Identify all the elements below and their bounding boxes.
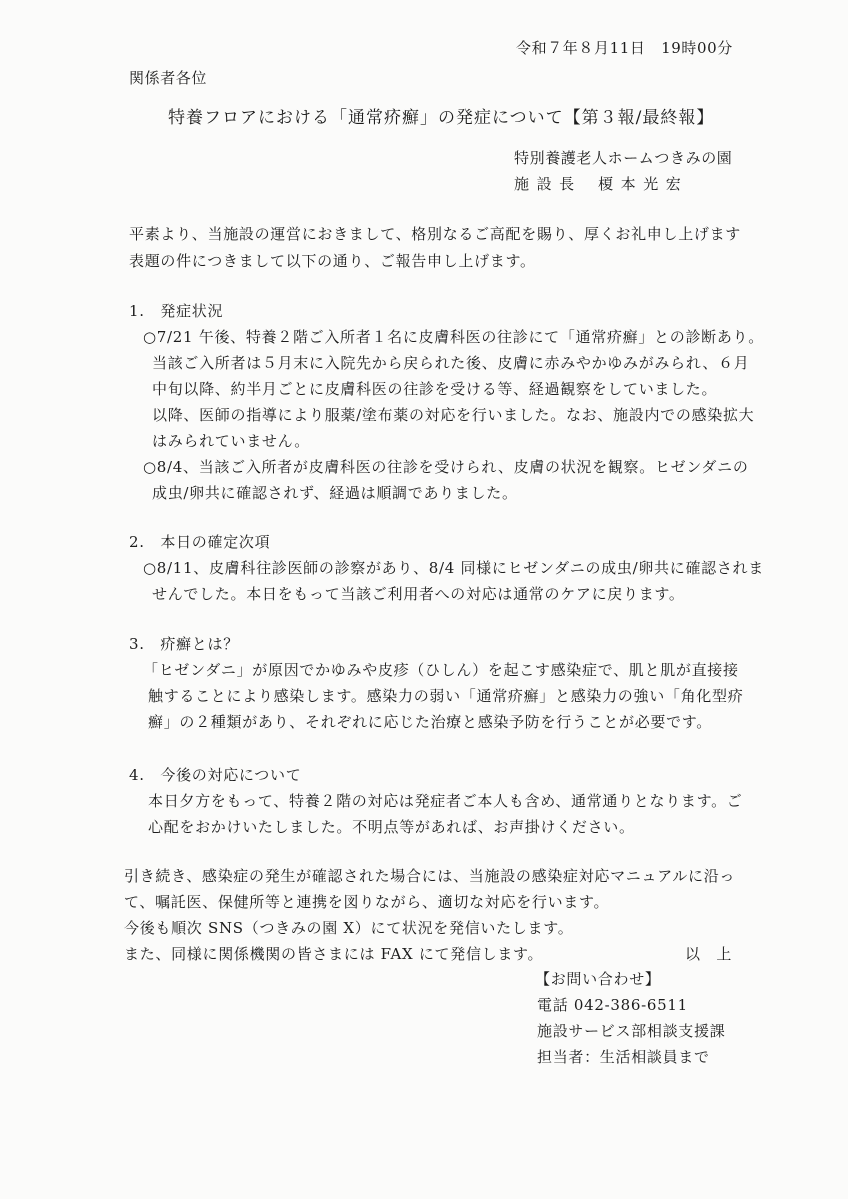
contact-person: 担当者：生活相談員まで: [537, 1048, 710, 1066]
organization-name: 特別養護老人ホームつきみの園: [514, 149, 733, 167]
addressee: 関係者各位: [129, 69, 208, 87]
section2-line: せんでした。本日をもって当該ご利用者への対応は通常のケアに戻ります。: [152, 585, 685, 603]
section1-line: ○8/4、当該ご入所者が皮膚科医の往診を受けられ、皮膚の状況を観察。ヒゼンダニの: [143, 458, 749, 476]
section1-line: はみられていません。: [152, 432, 310, 450]
director-name: 施 設 長 榎 本 光 宏: [514, 175, 683, 193]
closing-line: 引き続き、感染症の発生が確認された場合には、当施設の感染症対応マニュアルに沿っ: [124, 867, 736, 885]
section1-line: 中旬以降、約半月ごとに皮膚科医の往診を受ける等、経過観察をしていました。: [152, 380, 718, 398]
contact-heading: 【お問い合わせ】: [535, 970, 661, 988]
section3-line: 「ヒゼンダニ」が原因でかゆみや皮疹（ひしん）を起こす感染症で、肌と肌が直接接: [143, 661, 739, 679]
section2-line: ○8/11、皮膚科往診医師の診察があり、8/4 同様にヒゼンダニの成虫/卵共に確認されま: [143, 559, 764, 577]
section1-line: 以降、医師の指導により服薬/塗布薬の対応を行いました。なお、施設内での感染拡大: [152, 406, 755, 424]
document-title: 特養フロアにおける「通常疥癬」の発症について【第３報/最終報】: [168, 108, 715, 128]
document-date: 令和７年８月11日 19時00分: [516, 39, 733, 57]
section1-line: 当該ご入所者は５月末に入院先から戻られた後、皮膚に赤みやかゆみがみられ、６月: [152, 354, 750, 372]
section3-heading: 3. 疥癬とは？: [129, 635, 239, 653]
intro-line-2: 表題の件につきまして以下の通り、ご報告申し上げます。: [129, 252, 536, 270]
ijou-mark: 以 上: [685, 945, 733, 963]
section1-line: ○7/21 午後、特養２階ご入所者１名に皮膚科医の往診にて「通常疥癬」との診断あり。: [143, 328, 764, 346]
section4-line: 心配をおかけいたしました。不明点等があれば、お声掛けください。: [148, 818, 635, 836]
section4-line: 本日夕方をもって、特養２階の対応は発症者ご本人も含め、通常通りとなります。ご: [148, 792, 743, 810]
section2-heading: 2. 本日の確定次項: [129, 533, 271, 551]
section3-line: 癬」の２種類があり、それぞれに応じた治療と感染予防を行うことが必要です。: [148, 713, 713, 731]
closing-line: 今後も順次 SNS（つきみの園 X）にて状況を発信いたします。: [124, 919, 574, 937]
contact-department: 施設サービス部相談支援課: [537, 1022, 726, 1040]
contact-phone: 電話 042-386-6511: [537, 996, 688, 1014]
closing-line: て、嘱託医、保健所等と連携を図りながら、適切な対応を行います。: [124, 893, 610, 911]
section4-heading: 4. 今後の対応について: [129, 766, 302, 784]
section1-heading: 1. 発症状況: [129, 302, 224, 320]
section3-line: 触することにより感染します。感染力の弱い「通常疥癬」と感染力の強い「角化型疥: [148, 687, 744, 705]
closing-line: また、同様に関係機関の皆さまには FAX にて発信します。: [124, 945, 544, 963]
section1-line: 成虫/卵共に確認されず、経過は順調でありました。: [152, 484, 518, 502]
intro-line-1: 平素より、当施設の運営におきまして、格別なるご高配を賜り、厚くお礼申し上げます: [129, 225, 742, 243]
